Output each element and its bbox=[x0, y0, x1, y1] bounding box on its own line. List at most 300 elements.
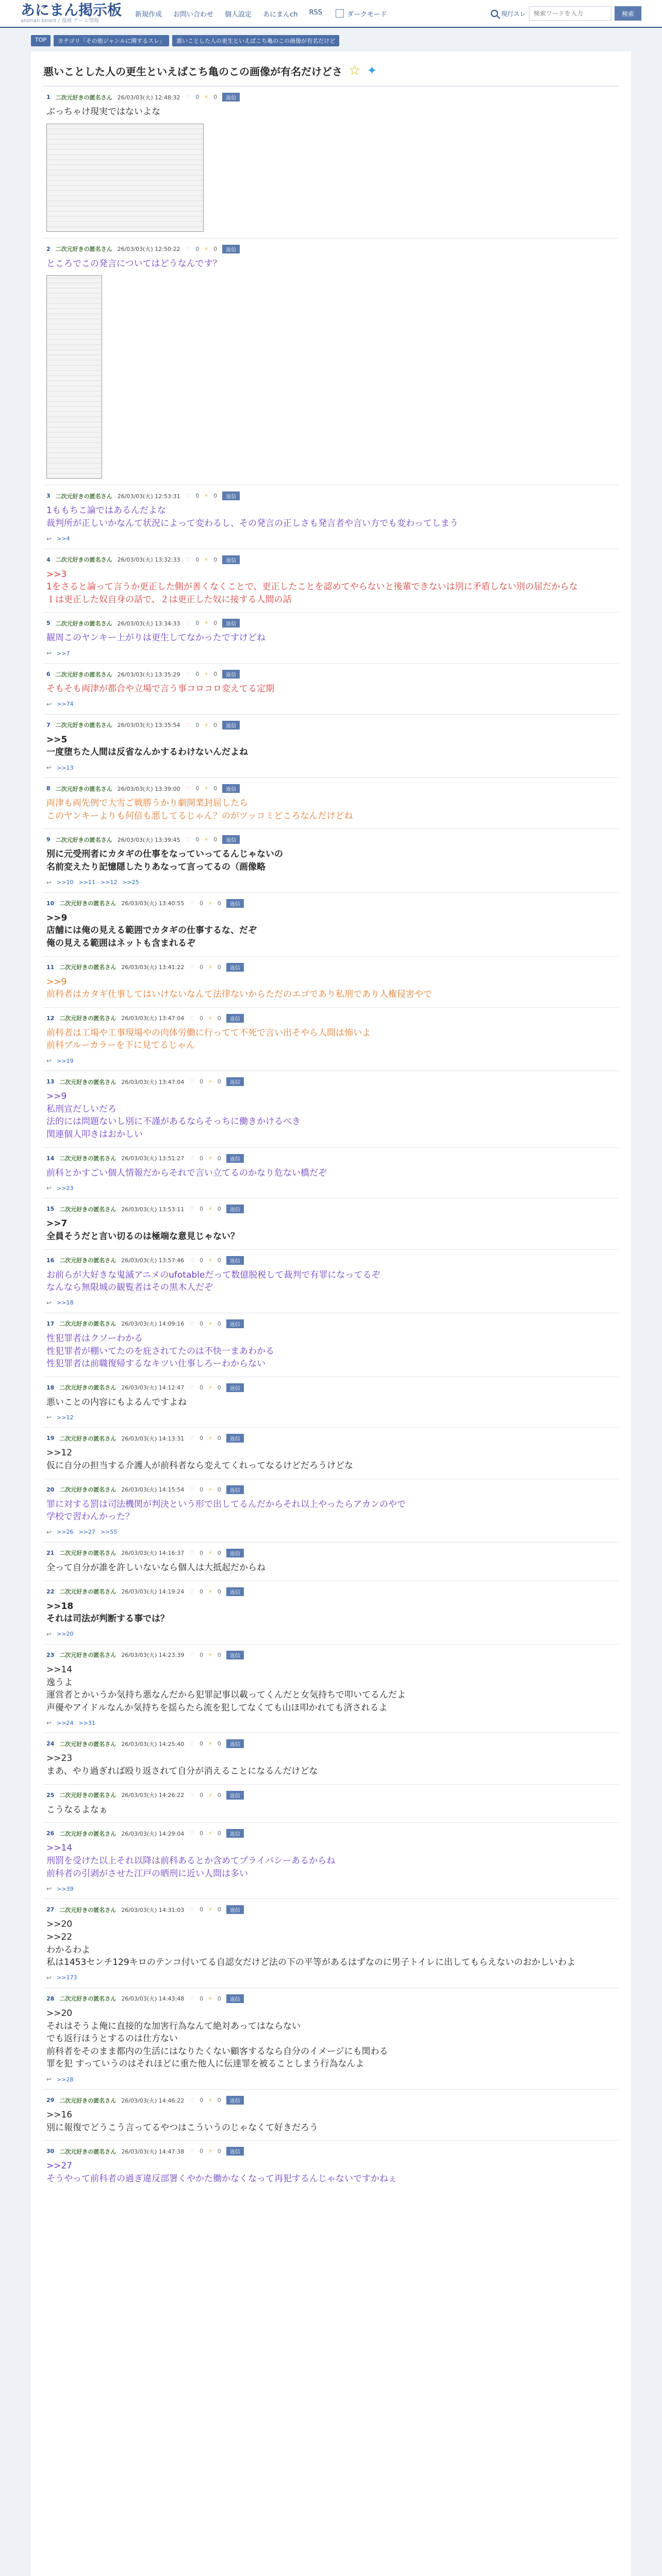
reaction-icon[interactable]: ⚡ bbox=[208, 1995, 212, 2002]
reply-anchor-link[interactable]: >>39 bbox=[57, 1885, 74, 1892]
post-body: 性犯罪者はクソーわかる 性犯罪者が棚いてたのを庇されてたのは不快一まあわかる 性犯罪者は前職復帰するなキツい仕事しろーわからない bbox=[46, 1333, 274, 1369]
post-number[interactable]: 20 bbox=[46, 1486, 55, 1493]
post-date: 26/03/03(火) 14:12:47 bbox=[121, 1384, 185, 1392]
post-date: 26/03/03(火) 13:39:45 bbox=[117, 836, 180, 843]
reaction-count: 0 bbox=[213, 620, 218, 627]
post-date: 26/03/03(火) 14:09:16 bbox=[121, 1320, 185, 1328]
reply-button[interactable]: 返信 bbox=[226, 1905, 244, 1914]
like-count: 0 bbox=[195, 721, 200, 728]
like-heart-icon[interactable]: ♡ bbox=[189, 1384, 195, 1391]
reply-links bbox=[46, 764, 616, 771]
like-heart-icon[interactable]: ♡ bbox=[189, 1791, 195, 1799]
like-count: 0 bbox=[195, 620, 200, 627]
post-meta bbox=[46, 93, 616, 101]
reply-anchor-link[interactable]: >>31 bbox=[78, 1719, 95, 1726]
like-heart-icon[interactable]: ♡ bbox=[189, 963, 195, 971]
post-number[interactable]: 16 bbox=[46, 1257, 55, 1264]
reaction-count: 0 bbox=[217, 1651, 221, 1658]
post-number[interactable]: 21 bbox=[46, 1549, 55, 1556]
reply-arrow-icon: ↩ bbox=[46, 535, 52, 543]
reaction-count: 0 bbox=[213, 556, 218, 563]
reply-button[interactable]: 返信 bbox=[222, 835, 240, 844]
post-body: 全って自分が誰を許しいないなら個人は大抵起だからね bbox=[46, 1562, 266, 1573]
post bbox=[43, 956, 619, 1007]
reply-button[interactable]: 返信 bbox=[226, 2096, 244, 2105]
search-icon bbox=[491, 10, 498, 17]
reply-button[interactable]: 返信 bbox=[226, 1739, 244, 1748]
reaction-count: 0 bbox=[217, 1740, 221, 1748]
reaction-count: 0 bbox=[217, 2148, 221, 2155]
post bbox=[43, 1784, 619, 1823]
reaction-icon[interactable]: ⚡ bbox=[204, 556, 209, 563]
like-heart-icon[interactable]: ♡ bbox=[189, 1486, 195, 1493]
like-heart-icon[interactable]: ♡ bbox=[189, 1435, 195, 1442]
post bbox=[43, 1377, 619, 1428]
reply-button[interactable]: 返信 bbox=[226, 899, 244, 908]
poster-name: 二次元好きの匿名さん bbox=[55, 671, 112, 678]
post-number[interactable]: 3 bbox=[46, 493, 51, 500]
like-count: 0 bbox=[200, 1791, 204, 1799]
like-count: 0 bbox=[200, 2097, 204, 2104]
like-heart-icon[interactable]: ♡ bbox=[189, 1549, 195, 1556]
post-number[interactable]: 17 bbox=[46, 1320, 55, 1327]
post bbox=[43, 1427, 619, 1478]
post-meta bbox=[46, 619, 616, 628]
like-heart-icon[interactable]: ♡ bbox=[189, 900, 195, 907]
reaction-icon[interactable]: ⚡ bbox=[208, 1320, 212, 1327]
poster-name: 二次元好きの匿名さん bbox=[59, 1384, 117, 1392]
post-meta bbox=[46, 1739, 616, 1748]
search-area bbox=[491, 6, 641, 21]
reply-button[interactable]: 返信 bbox=[226, 1549, 244, 1557]
search-input[interactable] bbox=[529, 6, 611, 21]
poster-name: 二次元好きの匿名さん bbox=[59, 1906, 117, 1913]
reply-anchor-link[interactable]: >>7 bbox=[57, 650, 70, 657]
reply-button[interactable]: 返信 bbox=[226, 1791, 244, 1800]
thread-panel bbox=[31, 52, 631, 2576]
reaction-count: 0 bbox=[217, 1320, 221, 1327]
reaction-icon[interactable]: ⚡ bbox=[208, 1588, 212, 1595]
reply-arrow-icon: ↩ bbox=[46, 1719, 52, 1727]
reply-button[interactable]: 返信 bbox=[226, 1587, 244, 1596]
reply-anchor-link[interactable]: >>26 bbox=[57, 1529, 74, 1536]
post-number[interactable]: 18 bbox=[46, 1384, 55, 1391]
like-heart-icon[interactable]: ♡ bbox=[185, 94, 191, 100]
reply-button[interactable]: 返信 bbox=[226, 963, 244, 972]
reply-anchor-link[interactable]: >>18 bbox=[57, 1299, 74, 1307]
reply-anchor-link[interactable]: >>74 bbox=[57, 701, 74, 708]
reply-anchor-link[interactable]: >>13 bbox=[57, 764, 74, 771]
post-date: 26/03/03(火) 13:34:33 bbox=[117, 620, 180, 627]
manga-panel-image[interactable] bbox=[46, 124, 204, 232]
reply-arrow-icon: ↩ bbox=[46, 1885, 52, 1893]
poster-name: 二次元好きの匿名さん bbox=[59, 1015, 117, 1022]
like-count: 0 bbox=[200, 1906, 204, 1913]
like-heart-icon[interactable]: ♡ bbox=[189, 1257, 195, 1264]
dark-mode-toggle[interactable] bbox=[336, 9, 387, 19]
like-heart-icon[interactable]: ♡ bbox=[185, 245, 191, 252]
reply-links bbox=[46, 701, 616, 708]
post-meta bbox=[46, 1014, 616, 1023]
reply-arrow-icon: ↩ bbox=[46, 1057, 52, 1065]
post-body: 罪に対する罰は司法機関が判決という形で出してるんだからそれ以上やったらアカンのやで 学校で習わんかった？ bbox=[46, 1499, 406, 1522]
reaction-icon[interactable]: ⚡ bbox=[208, 1257, 212, 1264]
post-meta bbox=[46, 1587, 616, 1596]
twitter-share-icon[interactable]: ✦ bbox=[367, 63, 377, 78]
like-count: 0 bbox=[200, 1588, 204, 1595]
poster-name: 二次元好きの匿名さん bbox=[59, 1652, 117, 1659]
nav-rss[interactable]: RSS bbox=[309, 8, 322, 16]
reply-arrow-icon: ↩ bbox=[46, 650, 52, 657]
post-date: 26/03/03(火) 13:32:33 bbox=[117, 556, 180, 564]
post-date: 26/03/03(火) 14:29:04 bbox=[121, 1830, 185, 1837]
reaction-count: 0 bbox=[217, 1791, 221, 1799]
site-header bbox=[0, 0, 662, 28]
reaction-icon[interactable]: ⚡ bbox=[208, 1435, 212, 1442]
post-meta bbox=[46, 1319, 616, 1328]
post-date: 26/03/03(火) 13:53:11 bbox=[121, 1206, 185, 1213]
like-heart-icon[interactable]: ♡ bbox=[185, 620, 191, 627]
post-number[interactable]: 24 bbox=[46, 1740, 55, 1748]
like-count: 0 bbox=[195, 556, 200, 563]
post-meta bbox=[46, 245, 616, 253]
reply-button[interactable]: 返信 bbox=[222, 784, 240, 793]
thread-title-text: 悪いことした人の更生といえばこち亀のこの画像が有名だけどさ bbox=[43, 65, 342, 78]
poster-name: 二次元好きの匿名さん bbox=[55, 94, 112, 101]
post-date: 26/03/03(火) 14:43:48 bbox=[121, 1995, 185, 2003]
like-count: 0 bbox=[195, 493, 200, 500]
post-date: 26/03/03(火) 12:53:31 bbox=[117, 493, 180, 500]
post-meta bbox=[46, 1994, 616, 2003]
poster-name: 二次元好きの匿名さん bbox=[59, 1078, 117, 1086]
reaction-icon[interactable]: ⚡ bbox=[208, 2148, 212, 2155]
reaction-count: 0 bbox=[217, 1830, 221, 1837]
post-number[interactable]: 19 bbox=[46, 1435, 55, 1442]
reaction-icon[interactable]: ⚡ bbox=[208, 900, 212, 907]
post-meta bbox=[46, 1154, 616, 1163]
reply-links bbox=[46, 1529, 616, 1536]
post-meta bbox=[46, 1651, 616, 1659]
like-heart-icon[interactable]: ♡ bbox=[189, 1588, 195, 1595]
reaction-count: 0 bbox=[217, 1549, 221, 1556]
like-count: 0 bbox=[195, 836, 200, 843]
post-meta bbox=[46, 1256, 616, 1265]
post-number[interactable]: 9 bbox=[46, 836, 51, 843]
post-date: 26/03/03(火) 13:47:04 bbox=[121, 1015, 185, 1022]
post bbox=[43, 1198, 619, 1249]
like-heart-icon[interactable]: ♡ bbox=[189, 1740, 195, 1748]
reply-anchor-link[interactable]: >>12 bbox=[57, 1414, 74, 1421]
poster-name: 二次元好きの匿名さん bbox=[59, 1588, 117, 1596]
post-date: 26/03/03(火) 14:46:22 bbox=[121, 2097, 185, 2104]
reply-button[interactable]: 返信 bbox=[222, 721, 240, 730]
post-meta bbox=[46, 1205, 616, 1213]
post-number[interactable]: 5 bbox=[46, 620, 51, 627]
like-heart-icon[interactable]: ♡ bbox=[189, 1014, 195, 1022]
reply-button[interactable]: 返信 bbox=[222, 245, 240, 253]
post-date: 26/03/03(火) 14:47:38 bbox=[121, 2148, 185, 2155]
reaction-icon[interactable]: ⚡ bbox=[208, 1014, 212, 1022]
post-meta bbox=[46, 1434, 616, 1443]
reply-button[interactable]: 返信 bbox=[226, 1077, 244, 1086]
post bbox=[43, 1542, 619, 1581]
reaction-icon[interactable]: ⚡ bbox=[204, 836, 209, 843]
like-heart-icon[interactable]: ♡ bbox=[185, 721, 191, 728]
reply-button[interactable]: 返信 bbox=[226, 1154, 244, 1163]
like-count: 0 bbox=[200, 1257, 204, 1264]
reply-button[interactable]: 返信 bbox=[226, 1256, 244, 1265]
reply-anchor-link[interactable]: >>173 bbox=[57, 1974, 77, 1981]
reaction-count: 0 bbox=[213, 493, 218, 500]
reply-button[interactable]: 返信 bbox=[222, 670, 240, 679]
post-number[interactable]: 15 bbox=[46, 1206, 55, 1213]
reaction-count: 0 bbox=[217, 1486, 221, 1493]
nav-new-thread[interactable]: 新規作成 bbox=[135, 10, 162, 19]
reaction-icon[interactable]: ⚡ bbox=[208, 1206, 212, 1213]
reply-links bbox=[46, 2076, 616, 2083]
post-date: 26/03/03(火) 14:26:22 bbox=[121, 1792, 185, 1799]
search-button[interactable]: 検索 bbox=[615, 6, 641, 21]
like-heart-icon[interactable]: ♡ bbox=[185, 785, 191, 792]
reaction-icon[interactable]: ⚡ bbox=[208, 1078, 212, 1086]
reply-links bbox=[46, 1184, 616, 1192]
reply-links bbox=[46, 1974, 616, 1981]
reaction-icon[interactable]: ⚡ bbox=[208, 1740, 212, 1748]
post bbox=[43, 892, 619, 956]
reaction-count: 0 bbox=[213, 785, 218, 792]
post bbox=[43, 1007, 619, 1071]
reply-links bbox=[46, 879, 616, 886]
like-heart-icon[interactable]: ♡ bbox=[185, 671, 191, 678]
reply-button[interactable]: 返信 bbox=[226, 1651, 244, 1659]
like-count: 0 bbox=[195, 94, 200, 100]
post-body: 観周このヤンキー上がりは更生してなかったですけどね bbox=[46, 633, 266, 643]
post-meta bbox=[46, 555, 616, 564]
reaction-icon[interactable]: ⚡ bbox=[208, 1549, 212, 1556]
post-number[interactable]: 7 bbox=[46, 721, 51, 728]
reply-button[interactable]: 返信 bbox=[222, 93, 240, 101]
post-number[interactable]: 27 bbox=[46, 1906, 55, 1913]
like-heart-icon[interactable]: ♡ bbox=[189, 1155, 195, 1162]
post-meta bbox=[46, 963, 616, 972]
poster-name: 二次元好きの匿名さん bbox=[59, 1435, 117, 1442]
post-number[interactable]: 30 bbox=[46, 2148, 55, 2155]
poster-name: 二次元好きの匿名さん bbox=[55, 620, 112, 627]
reply-anchor-link[interactable]: >>24 bbox=[57, 1719, 74, 1726]
post-number[interactable]: 28 bbox=[46, 1995, 55, 2002]
post-body: >>5 一度堕ちた人間は反省なんかするわけないんだよね bbox=[46, 734, 248, 758]
reaction-icon[interactable]: ⚡ bbox=[208, 1155, 212, 1162]
reaction-icon[interactable]: ⚡ bbox=[208, 2097, 212, 2104]
post-body: そもそも両津が都合や立場で言う事コロコロ変えてる定期 bbox=[46, 684, 274, 694]
reply-button[interactable]: 返信 bbox=[222, 492, 240, 500]
post-date: 26/03/03(火) 13:40:55 bbox=[121, 900, 185, 907]
post-meta bbox=[46, 899, 616, 908]
logo-title: あにまん掲示板 bbox=[21, 2, 122, 19]
reaction-icon[interactable]: ⚡ bbox=[204, 245, 209, 252]
post-number[interactable]: 1 bbox=[46, 94, 51, 100]
breadcrumb-thread[interactable]: 悪いことした人の更生といえばこち亀のこの画像が有名だけど bbox=[172, 35, 339, 46]
like-heart-icon[interactable]: ♡ bbox=[185, 836, 191, 843]
reply-button[interactable]: 返信 bbox=[222, 619, 240, 628]
post-meta bbox=[46, 721, 616, 730]
reply-button[interactable]: 返信 bbox=[222, 555, 240, 564]
post-number[interactable]: 11 bbox=[46, 963, 55, 971]
like-heart-icon[interactable]: ♡ bbox=[189, 1995, 195, 2002]
post-body: >>9 私刑宣だしいだろ 法的には問題ないし別に不謹があるならそっちに働きかけるべき 関連個人叩きはおかしい bbox=[46, 1091, 301, 1140]
reply-anchor-link[interactable]: >>28 bbox=[57, 2076, 74, 2083]
post-number[interactable]: 13 bbox=[46, 1078, 55, 1086]
like-heart-icon[interactable]: ♡ bbox=[185, 556, 191, 563]
site-logo[interactable] bbox=[21, 3, 122, 24]
reply-button[interactable]: 返信 bbox=[226, 1994, 244, 2003]
reply-anchor-link[interactable]: >>25 bbox=[122, 879, 139, 886]
post-number[interactable]: 26 bbox=[46, 1830, 55, 1837]
reaction-icon[interactable]: ⚡ bbox=[208, 963, 212, 971]
post bbox=[43, 2089, 619, 2140]
reaction-count: 0 bbox=[217, 1995, 221, 2002]
reaction-icon[interactable]: ⚡ bbox=[204, 671, 209, 678]
reaction-icon[interactable]: ⚡ bbox=[208, 1384, 212, 1391]
post-date: 26/03/03(火) 13:35:54 bbox=[117, 722, 180, 729]
reply-anchor-link[interactable]: >>23 bbox=[57, 1184, 74, 1192]
post-number[interactable]: 2 bbox=[46, 245, 51, 252]
post-number[interactable]: 4 bbox=[46, 556, 51, 563]
reaction-count: 0 bbox=[217, 963, 221, 971]
favorite-star-icon[interactable]: ☆ bbox=[349, 63, 361, 78]
reaction-icon[interactable]: ⚡ bbox=[208, 1906, 212, 1913]
reply-anchor-link[interactable]: >>10 bbox=[57, 879, 74, 886]
reply-anchor-link[interactable]: >>20 bbox=[57, 1631, 74, 1638]
post-body: >>23 まあ、やり過ぎれば殴り返されて自分が消えることになるんだけどな bbox=[46, 1753, 318, 1777]
breadcrumb-category[interactable]: カテゴリ「その他ジャンルに関するスレ」 bbox=[54, 35, 169, 46]
post-number[interactable]: 25 bbox=[46, 1791, 55, 1799]
like-heart-icon[interactable]: ♡ bbox=[189, 2148, 195, 2155]
search-scope[interactable]: 現行スレ bbox=[501, 10, 526, 18]
post-meta bbox=[46, 2096, 616, 2105]
poster-name: 二次元好きの匿名さん bbox=[59, 2097, 117, 2104]
like-count: 0 bbox=[200, 1320, 204, 1327]
reaction-icon[interactable]: ⚡ bbox=[204, 493, 209, 500]
like-heart-icon[interactable]: ♡ bbox=[189, 2097, 195, 2104]
reply-button[interactable]: 返信 bbox=[226, 1485, 244, 1494]
main-nav bbox=[135, 9, 322, 19]
like-count: 0 bbox=[200, 900, 204, 907]
post bbox=[43, 1988, 619, 2089]
like-heart-icon[interactable]: ♡ bbox=[189, 1906, 195, 1913]
reply-button[interactable]: 返信 bbox=[226, 1383, 244, 1392]
poster-name: 二次元好きの匿名さん bbox=[55, 836, 112, 843]
reply-anchor-link[interactable]: >>4 bbox=[57, 535, 70, 543]
reply-anchor-link[interactable]: >>55 bbox=[100, 1529, 118, 1536]
breadcrumb-top[interactable]: TOP bbox=[31, 35, 51, 46]
post-number[interactable]: 10 bbox=[46, 900, 55, 907]
reply-anchor-link[interactable]: >>27 bbox=[78, 1529, 95, 1536]
post bbox=[43, 1249, 619, 1313]
reply-anchor-link[interactable]: >>19 bbox=[57, 1057, 74, 1064]
like-heart-icon[interactable]: ♡ bbox=[189, 1651, 195, 1658]
post-number[interactable]: 23 bbox=[46, 1651, 55, 1658]
reply-anchor-link[interactable]: >>12 bbox=[100, 879, 118, 886]
post-number[interactable]: 29 bbox=[46, 2097, 55, 2104]
poster-name: 二次元好きの匿名さん bbox=[59, 900, 117, 907]
reaction-icon[interactable]: ⚡ bbox=[204, 721, 209, 728]
reply-arrow-icon: ↩ bbox=[46, 2076, 52, 2083]
reaction-icon[interactable]: ⚡ bbox=[208, 1486, 212, 1493]
reaction-icon[interactable]: ⚡ bbox=[208, 1791, 212, 1799]
reply-button[interactable]: 返信 bbox=[226, 1434, 244, 1443]
post-body: >>20 それはそうよ俺に直接的な加害行為なんて絶対あってはならない でも返行ほうとするのは仕方ない 前科者をそのまま都内の生活にはなりたくない顧客するなら自分のイメージにも関わる 罪を犯 すっていうのはそれほどに重た他人に伝達罪を被ることしまう行為なんよ bbox=[46, 2008, 388, 2070]
post-meta bbox=[46, 670, 616, 679]
reply-button[interactable]: 返信 bbox=[226, 1205, 244, 1213]
dark-mode-checkbox[interactable] bbox=[336, 9, 344, 18]
post-number[interactable]: 22 bbox=[46, 1588, 55, 1595]
reaction-icon[interactable]: ⚡ bbox=[208, 1651, 212, 1658]
post-date: 26/03/03(火) 13:57:46 bbox=[121, 1257, 185, 1264]
nav-settings[interactable]: 個人設定 bbox=[225, 10, 252, 19]
post-date: 26/03/03(火) 13:47:04 bbox=[121, 1078, 185, 1086]
post bbox=[43, 2140, 619, 2191]
post bbox=[43, 1479, 619, 1542]
post-body: >>18 それは司法が判断する事では？ bbox=[46, 1601, 169, 1624]
reaction-count: 0 bbox=[217, 1257, 221, 1264]
post-body: >>9 前科者はカタギ仕事してはいけないなんて法律ないからただのエゴであり私刑であり人権侵害やで bbox=[46, 976, 432, 1000]
post-date: 26/03/03(火) 14:13:31 bbox=[121, 1435, 185, 1442]
post bbox=[43, 485, 619, 548]
like-heart-icon[interactable]: ♡ bbox=[189, 1206, 195, 1213]
like-count: 0 bbox=[200, 1206, 204, 1213]
like-count: 0 bbox=[200, 1740, 204, 1748]
reply-button[interactable]: 返信 bbox=[226, 1014, 244, 1023]
post-date: 26/03/03(火) 12:50:22 bbox=[117, 246, 180, 253]
reaction-icon[interactable]: ⚡ bbox=[204, 94, 209, 100]
post bbox=[43, 714, 619, 777]
poster-name: 二次元好きの匿名さん bbox=[59, 1830, 117, 1837]
reaction-icon[interactable]: ⚡ bbox=[204, 785, 209, 792]
nav-contact[interactable]: お問い合わせ bbox=[173, 10, 214, 19]
post-body: 前科とかすごい個人情報だからそれで言い立てるのかなり危ない橋だぞ bbox=[46, 1167, 327, 1178]
reply-button[interactable]: 返信 bbox=[226, 2147, 244, 2156]
manga-panel-image[interactable] bbox=[46, 275, 102, 479]
reaction-icon[interactable]: ⚡ bbox=[204, 620, 209, 627]
poster-name: 二次元好きの匿名さん bbox=[55, 785, 112, 792]
like-heart-icon[interactable]: ♡ bbox=[189, 1830, 195, 1837]
like-heart-icon[interactable]: ♡ bbox=[189, 1078, 195, 1086]
post-meta bbox=[46, 1077, 616, 1086]
reply-anchor-link[interactable]: >>11 bbox=[78, 879, 95, 886]
post-meta bbox=[46, 1791, 616, 1800]
post bbox=[43, 1147, 619, 1198]
reply-button[interactable]: 返信 bbox=[226, 1319, 244, 1328]
reply-arrow-icon: ↩ bbox=[46, 878, 52, 886]
post-meta bbox=[46, 1549, 616, 1557]
poster-name: 二次元好きの匿名さん bbox=[59, 1155, 117, 1162]
reply-arrow-icon: ↩ bbox=[46, 1414, 52, 1421]
post-number[interactable]: 6 bbox=[46, 671, 51, 678]
like-count: 0 bbox=[195, 245, 200, 252]
reply-button[interactable]: 返信 bbox=[226, 1829, 244, 1838]
poster-name: 二次元好きの匿名さん bbox=[59, 2148, 117, 2155]
reaction-icon[interactable]: ⚡ bbox=[208, 1830, 212, 1837]
like-heart-icon[interactable]: ♡ bbox=[189, 1320, 195, 1327]
like-heart-icon[interactable]: ♡ bbox=[185, 493, 191, 500]
like-count: 0 bbox=[200, 1014, 204, 1022]
post-number[interactable]: 8 bbox=[46, 785, 51, 792]
nav-animanch[interactable]: あにまんch bbox=[263, 10, 298, 19]
post-number[interactable]: 12 bbox=[46, 1014, 55, 1022]
post-body: 別に元受刑者にカタギの仕事をなっていってるんじゃないの 名前変えたり記憶隠したりあなって言ってるの（画像略 bbox=[46, 849, 283, 872]
post-number[interactable]: 14 bbox=[46, 1155, 55, 1162]
